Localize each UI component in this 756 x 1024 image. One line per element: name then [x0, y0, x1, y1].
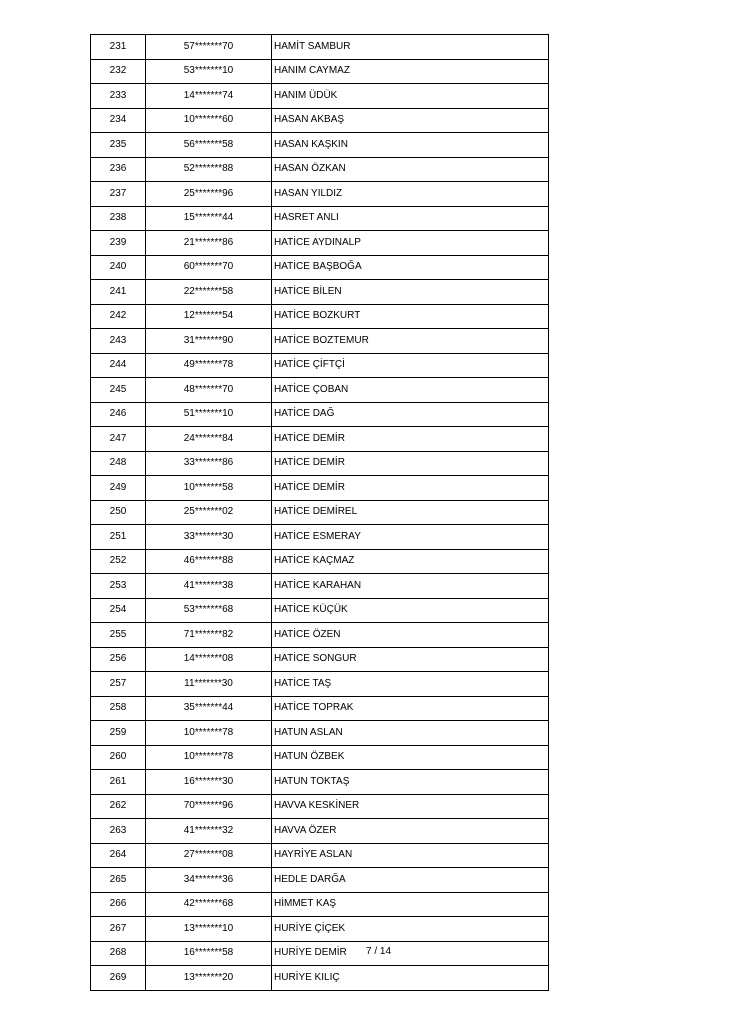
full-name-cell: HATİCE ÇİFTÇİ: [272, 353, 549, 378]
masked-id-cell: 51*******10: [146, 402, 272, 427]
table-row: [91, 255, 549, 280]
row-number-cell: 253: [91, 574, 146, 599]
masked-id-cell: 12*******54: [146, 304, 272, 329]
masked-id-cell: 53*******10: [146, 59, 272, 84]
full-name-cell: HURİYE ÇİÇEK: [272, 917, 549, 942]
full-name-cell: HATİCE BOZTEMUR: [272, 329, 549, 354]
row-number-cell: 254: [91, 598, 146, 623]
full-name-cell: HATİCE BAŞBOĞA: [272, 255, 549, 280]
masked-id-cell: 60*******70: [146, 255, 272, 280]
table-row: [91, 917, 549, 942]
masked-id-cell: 48*******70: [146, 378, 272, 403]
full-name-cell: HASAN ÖZKAN: [272, 157, 549, 182]
full-name-cell: HATUN TOKTAŞ: [272, 770, 549, 795]
full-name-cell: HASAN AKBAŞ: [272, 108, 549, 133]
row-number-cell: 237: [91, 182, 146, 207]
table-row: [91, 647, 549, 672]
table-row: [91, 182, 549, 207]
row-number-cell: 249: [91, 476, 146, 501]
table-row: [91, 843, 549, 868]
row-number-cell: 248: [91, 451, 146, 476]
row-number-cell: 236: [91, 157, 146, 182]
full-name-cell: HURİYE DEMİR: [272, 941, 549, 966]
row-number-cell: 238: [91, 206, 146, 231]
full-name-cell: HATİCE BİLEN: [272, 280, 549, 305]
masked-id-cell: 34*******36: [146, 868, 272, 893]
masked-id-cell: 70*******96: [146, 794, 272, 819]
masked-id-cell: 14*******74: [146, 84, 272, 109]
masked-id-cell: 31*******90: [146, 329, 272, 354]
masked-id-cell: 21*******86: [146, 231, 272, 256]
table-row: [91, 157, 549, 182]
table-row: [91, 941, 549, 966]
table-row: [91, 721, 549, 746]
full-name-cell: HATİCE ÖZEN: [272, 623, 549, 648]
table-row: [91, 525, 549, 550]
masked-id-cell: 25*******96: [146, 182, 272, 207]
row-number-cell: 242: [91, 304, 146, 329]
full-name-cell: HATİCE TOPRAK: [272, 696, 549, 721]
row-number-cell: 268: [91, 941, 146, 966]
full-name-cell: HATUN ASLAN: [272, 721, 549, 746]
row-number-cell: 245: [91, 378, 146, 403]
full-name-cell: HATİCE BOZKURT: [272, 304, 549, 329]
masked-id-cell: 52*******88: [146, 157, 272, 182]
full-name-cell: HAMİT SAMBUR: [272, 35, 549, 60]
row-number-cell: 252: [91, 549, 146, 574]
masked-id-cell: 22*******58: [146, 280, 272, 305]
row-number-cell: 246: [91, 402, 146, 427]
row-number-cell: 232: [91, 59, 146, 84]
table-row: [91, 623, 549, 648]
full-name-cell: HATİCE KAÇMAZ: [272, 549, 549, 574]
masked-id-cell: 10*******58: [146, 476, 272, 501]
row-number-cell: 247: [91, 427, 146, 452]
masked-id-cell: 42*******68: [146, 892, 272, 917]
full-name-cell: HASAN YILDIZ: [272, 182, 549, 207]
row-number-cell: 235: [91, 133, 146, 158]
row-number-cell: 260: [91, 745, 146, 770]
row-number-cell: 262: [91, 794, 146, 819]
table-row: [91, 280, 549, 305]
page-number: 7 / 14: [366, 946, 392, 957]
full-name-cell: HAVVA KESKİNER: [272, 794, 549, 819]
masked-id-cell: 33*******30: [146, 525, 272, 550]
table-row: [91, 868, 549, 893]
row-number-cell: 255: [91, 623, 146, 648]
masked-id-cell: 56*******58: [146, 133, 272, 158]
row-number-cell: 233: [91, 84, 146, 109]
table-row: [91, 819, 549, 844]
masked-id-cell: 33*******86: [146, 451, 272, 476]
masked-id-cell: 46*******88: [146, 549, 272, 574]
table-row: [91, 966, 549, 991]
full-name-cell: HATİCE KARAHAN: [272, 574, 549, 599]
table-row: [91, 402, 549, 427]
row-number-cell: 234: [91, 108, 146, 133]
masked-id-cell: 57*******70: [146, 35, 272, 60]
full-name-cell: HANIM CAYMAZ: [272, 59, 549, 84]
table-row: [91, 770, 549, 795]
masked-id-cell: 16*******30: [146, 770, 272, 795]
table-row: [91, 598, 549, 623]
masked-id-cell: 13*******20: [146, 966, 272, 991]
table-row: [91, 794, 549, 819]
masked-id-cell: 11*******30: [146, 672, 272, 697]
row-number-cell: 257: [91, 672, 146, 697]
row-number-cell: 265: [91, 868, 146, 893]
full-name-cell: HATİCE DEMİR: [272, 451, 549, 476]
masked-id-cell: 10*******78: [146, 745, 272, 770]
row-number-cell: 267: [91, 917, 146, 942]
row-number-cell: 258: [91, 696, 146, 721]
table-body: [91, 35, 549, 991]
table-row: [91, 427, 549, 452]
row-number-cell: 240: [91, 255, 146, 280]
masked-id-cell: 13*******10: [146, 917, 272, 942]
full-name-cell: HATİCE AYDINALP: [272, 231, 549, 256]
row-number-cell: 243: [91, 329, 146, 354]
row-number-cell: 250: [91, 500, 146, 525]
masked-id-cell: 15*******44: [146, 206, 272, 231]
full-name-cell: HEDLE DARĞA: [272, 868, 549, 893]
name-list-table: [90, 34, 549, 991]
masked-id-cell: 27*******08: [146, 843, 272, 868]
full-name-cell: HATİCE DAĞ: [272, 402, 549, 427]
full-name-cell: HATİCE ESMERAY: [272, 525, 549, 550]
table-row: [91, 108, 549, 133]
row-number-cell: 231: [91, 35, 146, 60]
table-row: [91, 745, 549, 770]
row-number-cell: 244: [91, 353, 146, 378]
masked-id-cell: 16*******58: [146, 941, 272, 966]
row-number-cell: 263: [91, 819, 146, 844]
table-row: [91, 574, 549, 599]
table-row: [91, 500, 549, 525]
row-number-cell: 239: [91, 231, 146, 256]
full-name-cell: HATİCE KÜÇÜK: [272, 598, 549, 623]
table-row: [91, 304, 549, 329]
row-number-cell: 261: [91, 770, 146, 795]
masked-id-cell: 35*******44: [146, 696, 272, 721]
masked-id-cell: 53*******68: [146, 598, 272, 623]
row-number-cell: 259: [91, 721, 146, 746]
row-number-cell: 256: [91, 647, 146, 672]
table-row: [91, 35, 549, 60]
table-row: [91, 696, 549, 721]
full-name-cell: HATİCE DEMİR: [272, 427, 549, 452]
table-row: [91, 378, 549, 403]
full-name-cell: HATİCE DEMİR: [272, 476, 549, 501]
table-row: [91, 59, 549, 84]
table-row: [91, 133, 549, 158]
row-number-cell: 266: [91, 892, 146, 917]
masked-id-cell: 24*******84: [146, 427, 272, 452]
full-name-cell: HATİCE DEMİREL: [272, 500, 549, 525]
full-name-cell: HATUN ÖZBEK: [272, 745, 549, 770]
full-name-cell: HATİCE TAŞ: [272, 672, 549, 697]
row-number-cell: 241: [91, 280, 146, 305]
masked-id-cell: 25*******02: [146, 500, 272, 525]
table-row: [91, 329, 549, 354]
row-number-cell: 269: [91, 966, 146, 991]
full-name-cell: HATİCE ÇOBAN: [272, 378, 549, 403]
masked-id-cell: 41*******38: [146, 574, 272, 599]
table-row: [91, 84, 549, 109]
masked-id-cell: 14*******08: [146, 647, 272, 672]
full-name-cell: HURİYE KILIÇ: [272, 966, 549, 991]
masked-id-cell: 49*******78: [146, 353, 272, 378]
table-row: [91, 353, 549, 378]
full-name-cell: HANIM ÜDÜK: [272, 84, 549, 109]
row-number-cell: 251: [91, 525, 146, 550]
full-name-cell: HASAN KAŞKIN: [272, 133, 549, 158]
table-row: [91, 451, 549, 476]
table-row: [91, 231, 549, 256]
row-number-cell: 264: [91, 843, 146, 868]
full-name-cell: HAVVA ÖZER: [272, 819, 549, 844]
table-row: [91, 892, 549, 917]
masked-id-cell: 41*******32: [146, 819, 272, 844]
table-row: [91, 206, 549, 231]
masked-id-cell: 10*******60: [146, 108, 272, 133]
full-name-cell: HASRET ANLI: [272, 206, 549, 231]
full-name-cell: HATİCE SONGUR: [272, 647, 549, 672]
full-name-cell: HAYRİYE ASLAN: [272, 843, 549, 868]
table-row: [91, 476, 549, 501]
table-row: [91, 672, 549, 697]
masked-id-cell: 10*******78: [146, 721, 272, 746]
masked-id-cell: 71*******82: [146, 623, 272, 648]
full-name-cell: HİMMET KAŞ: [272, 892, 549, 917]
table-row: [91, 549, 549, 574]
